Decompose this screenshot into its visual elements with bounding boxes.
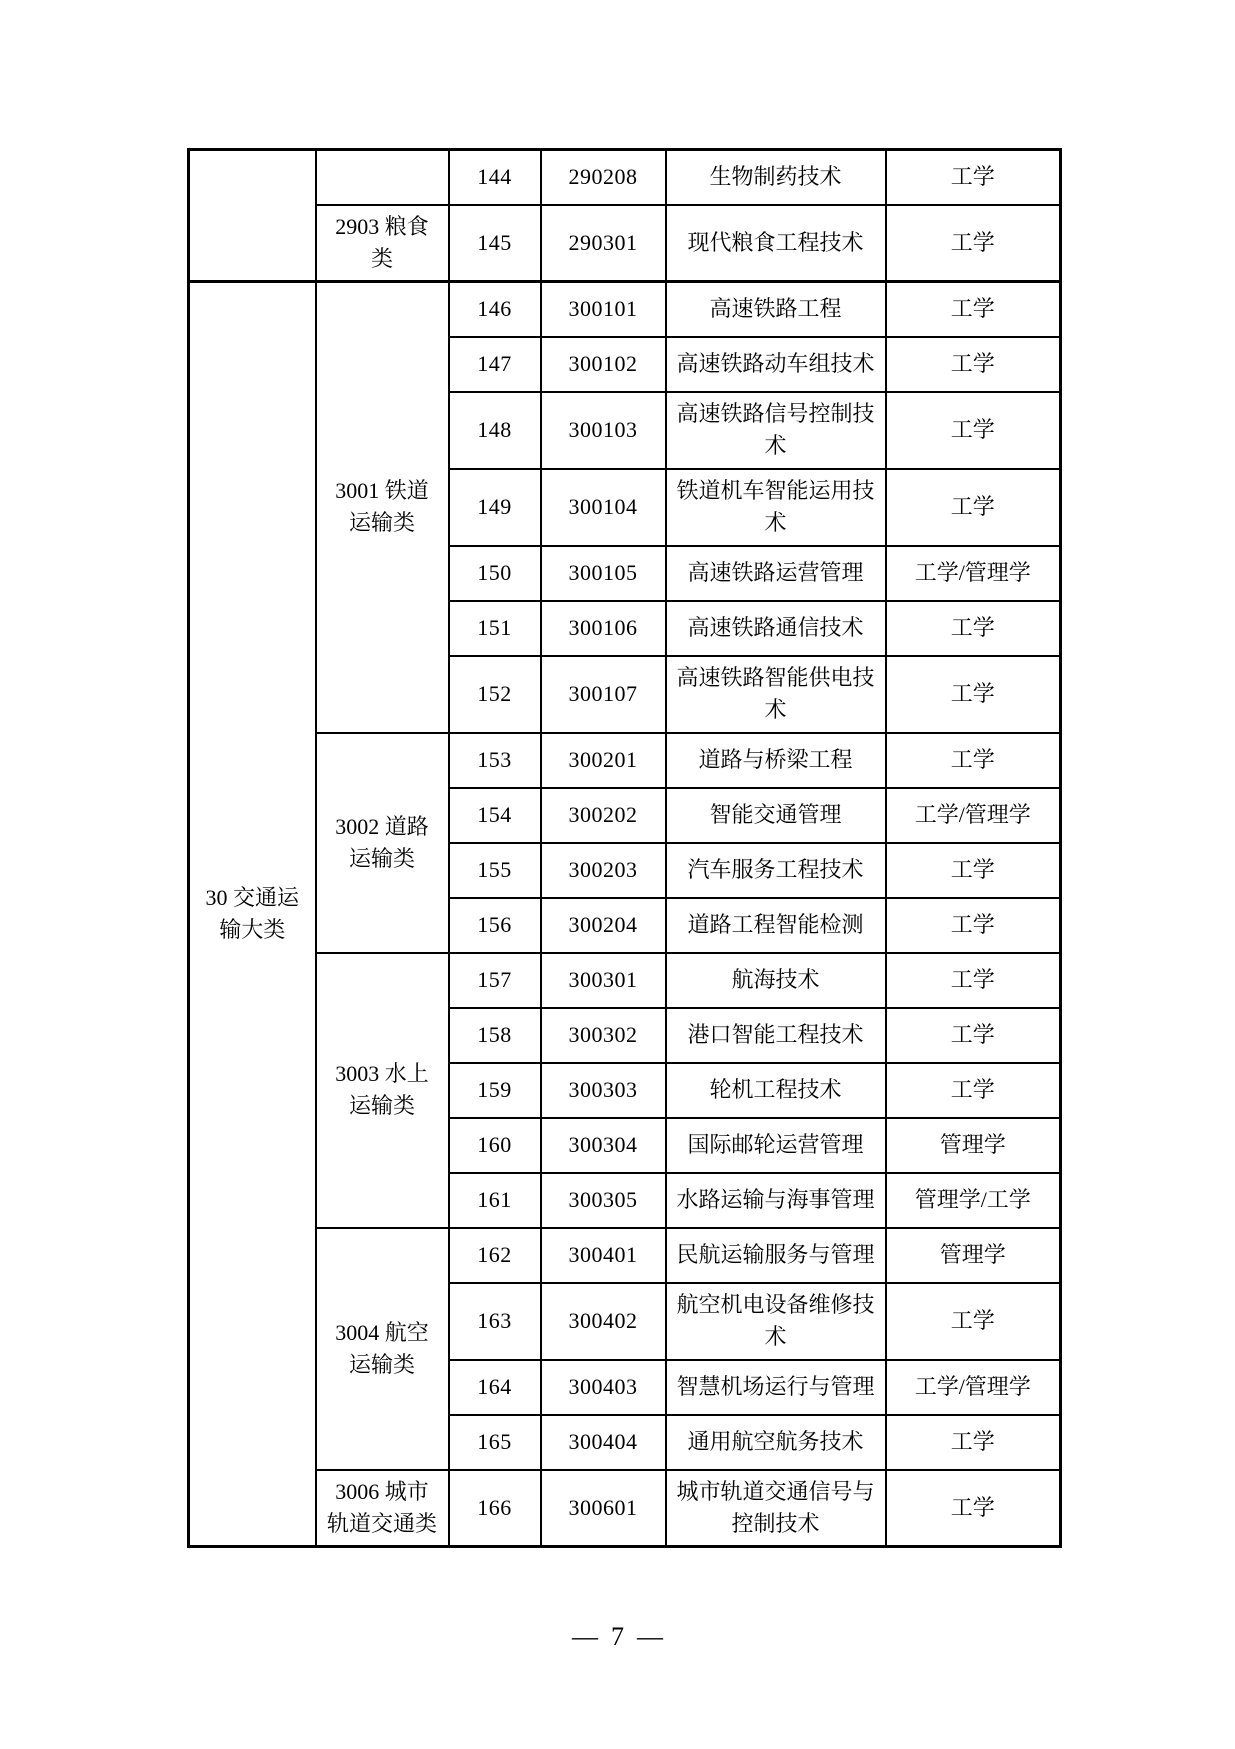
subcategory-cell: 3003 水上运输类: [316, 953, 449, 1228]
degree-cell: 工学: [886, 733, 1061, 788]
code-cell: 300105: [541, 546, 666, 601]
row-num-cell: 144: [449, 150, 541, 205]
major-name-cell: 城市轨道交通信号与控制技术: [666, 1470, 886, 1547]
code-cell: 300204: [541, 898, 666, 953]
row-num-cell: 157: [449, 953, 541, 1008]
footer-dash-right: —: [637, 1622, 663, 1651]
major-name-cell: 航海技术: [666, 953, 886, 1008]
degree-cell: 工学: [886, 656, 1061, 733]
major-name-cell: 高速铁路工程: [666, 282, 886, 337]
degree-cell: 工学/管理学: [886, 788, 1061, 843]
row-num-cell: 165: [449, 1415, 541, 1470]
code-cell: 300401: [541, 1228, 666, 1283]
table-row: [189, 1228, 1061, 1283]
row-num-cell: 162: [449, 1228, 541, 1283]
major-name-cell: 汽车服务工程技术: [666, 843, 886, 898]
row-num-cell: 149: [449, 469, 541, 546]
code-cell: 300107: [541, 656, 666, 733]
major-name-cell: 港口智能工程技术: [666, 1008, 886, 1063]
degree-cell: 工学: [886, 1008, 1061, 1063]
footer-dash-left: —: [572, 1622, 598, 1651]
row-num-cell: 152: [449, 656, 541, 733]
major-name-cell: 高速铁路通信技术: [666, 601, 886, 656]
code-cell: 300104: [541, 469, 666, 546]
degree-cell: 工学: [886, 601, 1061, 656]
code-cell: 300305: [541, 1173, 666, 1228]
subcategory-cell: 2903 粮食类: [316, 205, 449, 282]
table-row: [189, 733, 1061, 788]
code-cell: 300202: [541, 788, 666, 843]
subcategory-cell: 3006 城市轨道交通类: [316, 1470, 449, 1547]
major-name-cell: 通用航空航务技术: [666, 1415, 886, 1470]
degree-cell: 管理学: [886, 1228, 1061, 1283]
row-num-cell: 166: [449, 1470, 541, 1547]
row-num-cell: 147: [449, 337, 541, 392]
page-number: 7: [611, 1622, 624, 1651]
degree-cell: 工学: [886, 205, 1061, 282]
code-cell: 300601: [541, 1470, 666, 1547]
row-num-cell: 145: [449, 205, 541, 282]
subcategory-cell: 3002 道路运输类: [316, 733, 449, 953]
code-cell: 300201: [541, 733, 666, 788]
row-num-cell: 160: [449, 1118, 541, 1173]
major-name-cell: 高速铁路动车组技术: [666, 337, 886, 392]
row-num-cell: 164: [449, 1360, 541, 1415]
degree-cell: 工学: [886, 392, 1061, 469]
row-num-cell: 156: [449, 898, 541, 953]
table-row: [189, 282, 1061, 337]
row-num-cell: 151: [449, 601, 541, 656]
row-num-cell: 155: [449, 843, 541, 898]
category-cell: 30 交通运输大类: [189, 282, 316, 1547]
code-cell: 300102: [541, 337, 666, 392]
code-cell: 300301: [541, 953, 666, 1008]
row-num-cell: 161: [449, 1173, 541, 1228]
major-name-cell: 轮机工程技术: [666, 1063, 886, 1118]
code-cell: 300203: [541, 843, 666, 898]
degree-cell: 工学: [886, 1415, 1061, 1470]
code-cell: 300103: [541, 392, 666, 469]
row-num-cell: 148: [449, 392, 541, 469]
major-name-cell: 航空机电设备维修技术: [666, 1283, 886, 1360]
subcategory-cell: [316, 150, 449, 205]
category-cell: [189, 150, 316, 282]
major-name-cell: 智能交通管理: [666, 788, 886, 843]
major-name-cell: 水路运输与海事管理: [666, 1173, 886, 1228]
subcategory-cell: 3004 航空运输类: [316, 1228, 449, 1470]
major-name-cell: 道路工程智能检测: [666, 898, 886, 953]
degree-cell: 工学/管理学: [886, 546, 1061, 601]
degree-cell: 工学: [886, 898, 1061, 953]
major-name-cell: 民航运输服务与管理: [666, 1228, 886, 1283]
degree-cell: 工学: [886, 469, 1061, 546]
major-name-cell: 道路与桥梁工程: [666, 733, 886, 788]
major-name-cell: 高速铁路智能供电技术: [666, 656, 886, 733]
degree-cell: 工学: [886, 953, 1061, 1008]
subcategory-cell: 3001 铁道运输类: [316, 282, 449, 733]
code-cell: 300402: [541, 1283, 666, 1360]
code-cell: 300101: [541, 282, 666, 337]
major-name-cell: 生物制药技术: [666, 150, 886, 205]
degree-cell: 管理学: [886, 1118, 1061, 1173]
code-cell: 290301: [541, 205, 666, 282]
code-cell: 300404: [541, 1415, 666, 1470]
major-name-cell: 高速铁路信号控制技术: [666, 392, 886, 469]
degree-cell: 工学: [886, 150, 1061, 205]
major-name-cell: 国际邮轮运营管理: [666, 1118, 886, 1173]
code-cell: 300304: [541, 1118, 666, 1173]
degree-cell: 工学: [886, 282, 1061, 337]
row-num-cell: 150: [449, 546, 541, 601]
table-row: [189, 953, 1061, 1008]
code-cell: 290208: [541, 150, 666, 205]
code-cell: 300302: [541, 1008, 666, 1063]
table-row: [189, 205, 1061, 282]
table-row: [189, 150, 1061, 205]
degree-cell: 工学: [886, 843, 1061, 898]
page-footer: [0, 1622, 1235, 1652]
code-cell: 300303: [541, 1063, 666, 1118]
majors-table: [187, 148, 1062, 1548]
code-cell: 300106: [541, 601, 666, 656]
row-num-cell: 153: [449, 733, 541, 788]
row-num-cell: 146: [449, 282, 541, 337]
row-num-cell: 154: [449, 788, 541, 843]
degree-cell: 工学: [886, 1063, 1061, 1118]
major-name-cell: 高速铁路运营管理: [666, 546, 886, 601]
degree-cell: 工学: [886, 1470, 1061, 1547]
degree-cell: 工学: [886, 337, 1061, 392]
row-num-cell: 158: [449, 1008, 541, 1063]
degree-cell: 工学: [886, 1283, 1061, 1360]
major-name-cell: 铁道机车智能运用技术: [666, 469, 886, 546]
table-row: [189, 1470, 1061, 1547]
code-cell: 300403: [541, 1360, 666, 1415]
degree-cell: 工学/管理学: [886, 1360, 1061, 1415]
major-name-cell: 智慧机场运行与管理: [666, 1360, 886, 1415]
row-num-cell: 159: [449, 1063, 541, 1118]
row-num-cell: 163: [449, 1283, 541, 1360]
degree-cell: 管理学/工学: [886, 1173, 1061, 1228]
major-name-cell: 现代粮食工程技术: [666, 205, 886, 282]
